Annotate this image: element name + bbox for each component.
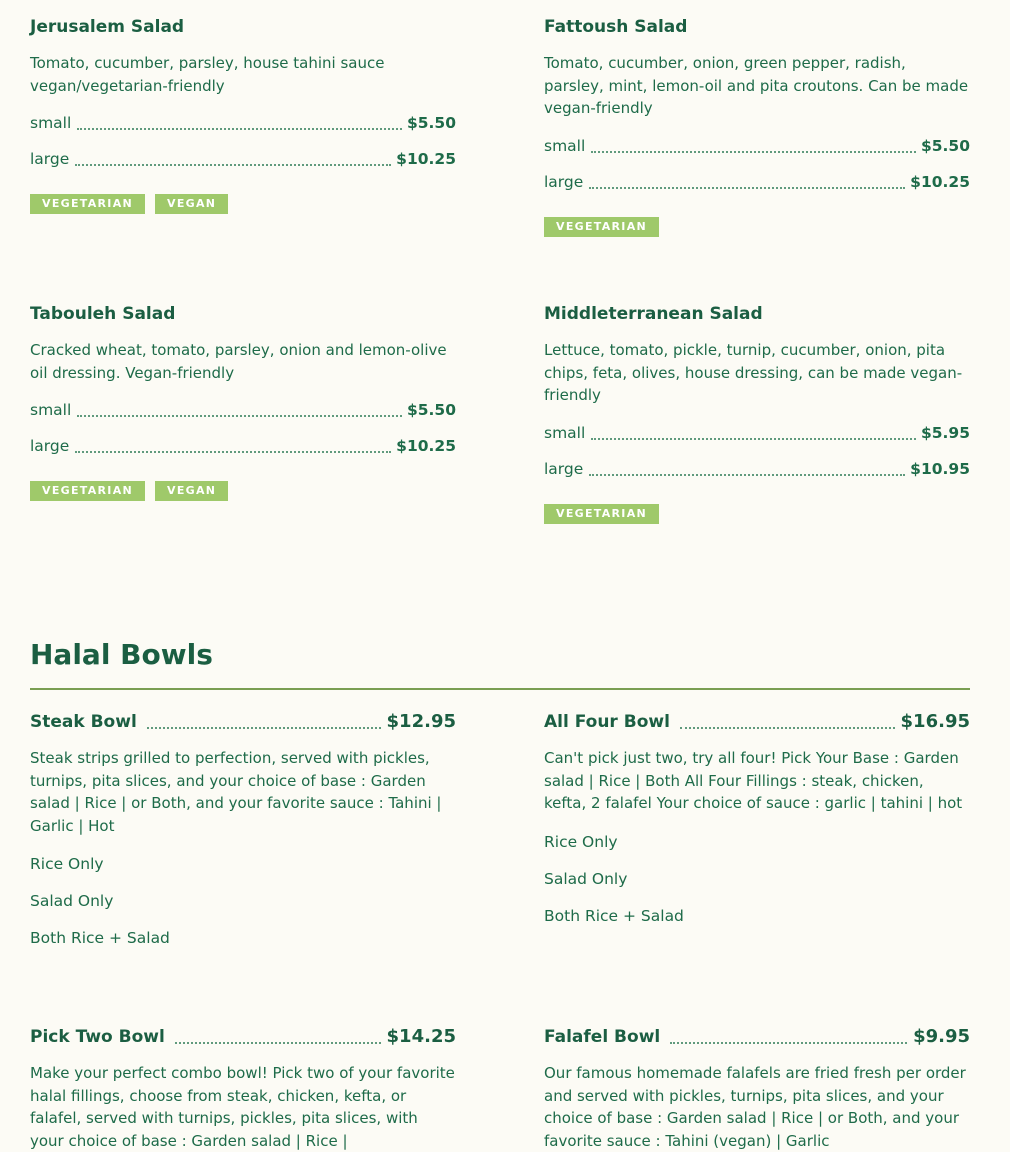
vegetarian-badge: VEGETARIAN — [30, 194, 145, 214]
item-description: Make your perfect combo bowl! Pick two of your favorite halal fillings, choose from steak, chicken, kefta, or falafel, served with turnips, pickles, pita slices, with your choice of base : Garden salad | Rice | — [30, 1064, 455, 1150]
dot-leader — [75, 163, 391, 166]
item-price: $12.95 — [386, 711, 456, 732]
size-label: small — [544, 423, 586, 442]
base-option[interactable]: Both Rice + Salad — [30, 929, 170, 947]
menu-item-all-four-bowl[interactable] — [544, 711, 970, 926]
size-label: large — [30, 437, 70, 455]
size-price: $10.25 — [910, 172, 970, 191]
dot-leader — [175, 1041, 381, 1044]
size-label: small — [30, 114, 72, 132]
dot-leader — [591, 437, 916, 440]
vegetarian-badge: VEGETARIAN — [30, 481, 145, 501]
item-title: Middleterranean Salad — [544, 304, 763, 324]
item-title: Falafel Bowl — [544, 1027, 661, 1047]
item-description: Tomato, cucumber, parsley, house tahini sauce vegan/vegetarian-friendly — [30, 54, 385, 95]
vegetarian-badge: VEGETARIAN — [544, 217, 659, 237]
size-option-row[interactable] — [544, 423, 970, 443]
menu-item-fattoush-salad[interactable] — [544, 16, 970, 237]
item-description: Steak strips grilled to perfection, served with pickles, turnips, pita slices, and your choice of base : Garden salad | Rice | or Both, and your favorite sauce : Tahini | Garlic | Hot — [30, 749, 442, 835]
diet-badges — [544, 217, 970, 237]
size-option-row[interactable] — [30, 113, 456, 133]
section-title: Halal Bowls — [30, 638, 213, 671]
item-title: Steak Bowl — [30, 712, 137, 732]
size-price: $10.25 — [396, 150, 456, 168]
size-price: $10.25 — [396, 437, 456, 455]
menu-item-middleterranean-salad[interactable] — [544, 303, 970, 524]
item-description: Can't pick just two, try all four! Pick Your Base : Garden salad | Rice | Both All Four Fillings : steak, chicken, kefta, 2 falafel Your choice of sauce : garlic | tahini | hot — [544, 749, 963, 812]
size-price: $10.95 — [910, 459, 970, 478]
menu-item-jerusalem-salad[interactable] — [30, 16, 456, 214]
item-price: $14.25 — [386, 1026, 456, 1047]
dot-leader — [77, 127, 402, 130]
item-title: Jerusalem Salad — [30, 17, 185, 37]
size-price: $5.95 — [920, 423, 970, 442]
item-header — [30, 711, 456, 733]
size-option-row[interactable] — [30, 436, 456, 456]
diet-badges — [30, 481, 456, 501]
base-option[interactable]: Rice Only — [544, 832, 618, 851]
vegan-badge: VEGAN — [155, 194, 228, 214]
item-description: Tomato, cucumber, onion, green pepper, radish, parsley, mint, lemon-oil and pita croutons. Can be made vegan-friendly — [544, 54, 969, 117]
size-option-row[interactable] — [544, 172, 970, 192]
base-option[interactable]: Both Rice + Salad — [544, 906, 684, 925]
dot-leader — [589, 473, 905, 476]
menu-item-pick-two-bowl[interactable] — [30, 1026, 456, 1152]
item-description: Lettuce, tomato, pickle, turnip, cucumber, onion, pita chips, feta, olives, house dressing, can be made vegan-friendly — [544, 341, 963, 404]
vegetarian-badge: VEGETARIAN — [544, 504, 659, 524]
base-option[interactable]: Rice Only — [30, 855, 104, 873]
item-price: $16.95 — [900, 711, 970, 732]
dot-leader — [75, 450, 391, 453]
size-label: large — [544, 172, 584, 191]
dot-leader — [591, 150, 916, 153]
item-header — [544, 711, 970, 733]
item-title: Pick Two Bowl — [30, 1027, 165, 1047]
size-price: $5.50 — [406, 114, 456, 132]
diet-badges — [544, 504, 970, 524]
diet-badges — [30, 194, 456, 214]
size-option-row[interactable] — [544, 136, 970, 156]
item-description: Cracked wheat, tomato, parsley, onion and lemon-olive oil dressing. Vegan-friendly — [30, 341, 447, 382]
size-price: $5.50 — [920, 136, 970, 155]
menu-item-falafel-bowl[interactable] — [544, 1026, 970, 1152]
menu-item-steak-bowl[interactable] — [30, 711, 456, 948]
size-option-row[interactable] — [30, 149, 456, 169]
dot-leader — [589, 186, 905, 189]
menu-item-tabouleh-salad[interactable] — [30, 303, 456, 501]
size-label: large — [544, 459, 584, 478]
size-label: large — [30, 150, 70, 168]
base-option[interactable]: Salad Only — [544, 869, 628, 888]
size-option-row[interactable] — [544, 459, 970, 479]
item-price: $9.95 — [913, 1026, 970, 1047]
size-price: $5.50 — [406, 401, 456, 419]
item-title: All Four Bowl — [544, 712, 670, 732]
item-header — [30, 1026, 456, 1048]
vegan-badge: VEGAN — [155, 481, 228, 501]
dot-leader — [670, 1041, 907, 1044]
item-header — [544, 1026, 970, 1048]
item-title: Tabouleh Salad — [30, 304, 176, 324]
item-description: Our famous homemade falafels are fried fresh per order and served with pickles, turnips, pita slices, and your choice of base : Garden salad | Rice | or Both, and your favorite sauce : Tahini (vegan) | Garlic — [544, 1064, 966, 1150]
dot-leader — [147, 726, 381, 729]
size-label: small — [30, 401, 72, 419]
dot-leader — [680, 726, 895, 729]
size-label: small — [544, 136, 586, 155]
base-option[interactable]: Salad Only — [30, 892, 114, 910]
dot-leader — [77, 414, 402, 417]
section-divider — [30, 688, 970, 690]
size-option-row[interactable] — [30, 400, 456, 420]
item-title: Fattoush Salad — [544, 17, 688, 37]
